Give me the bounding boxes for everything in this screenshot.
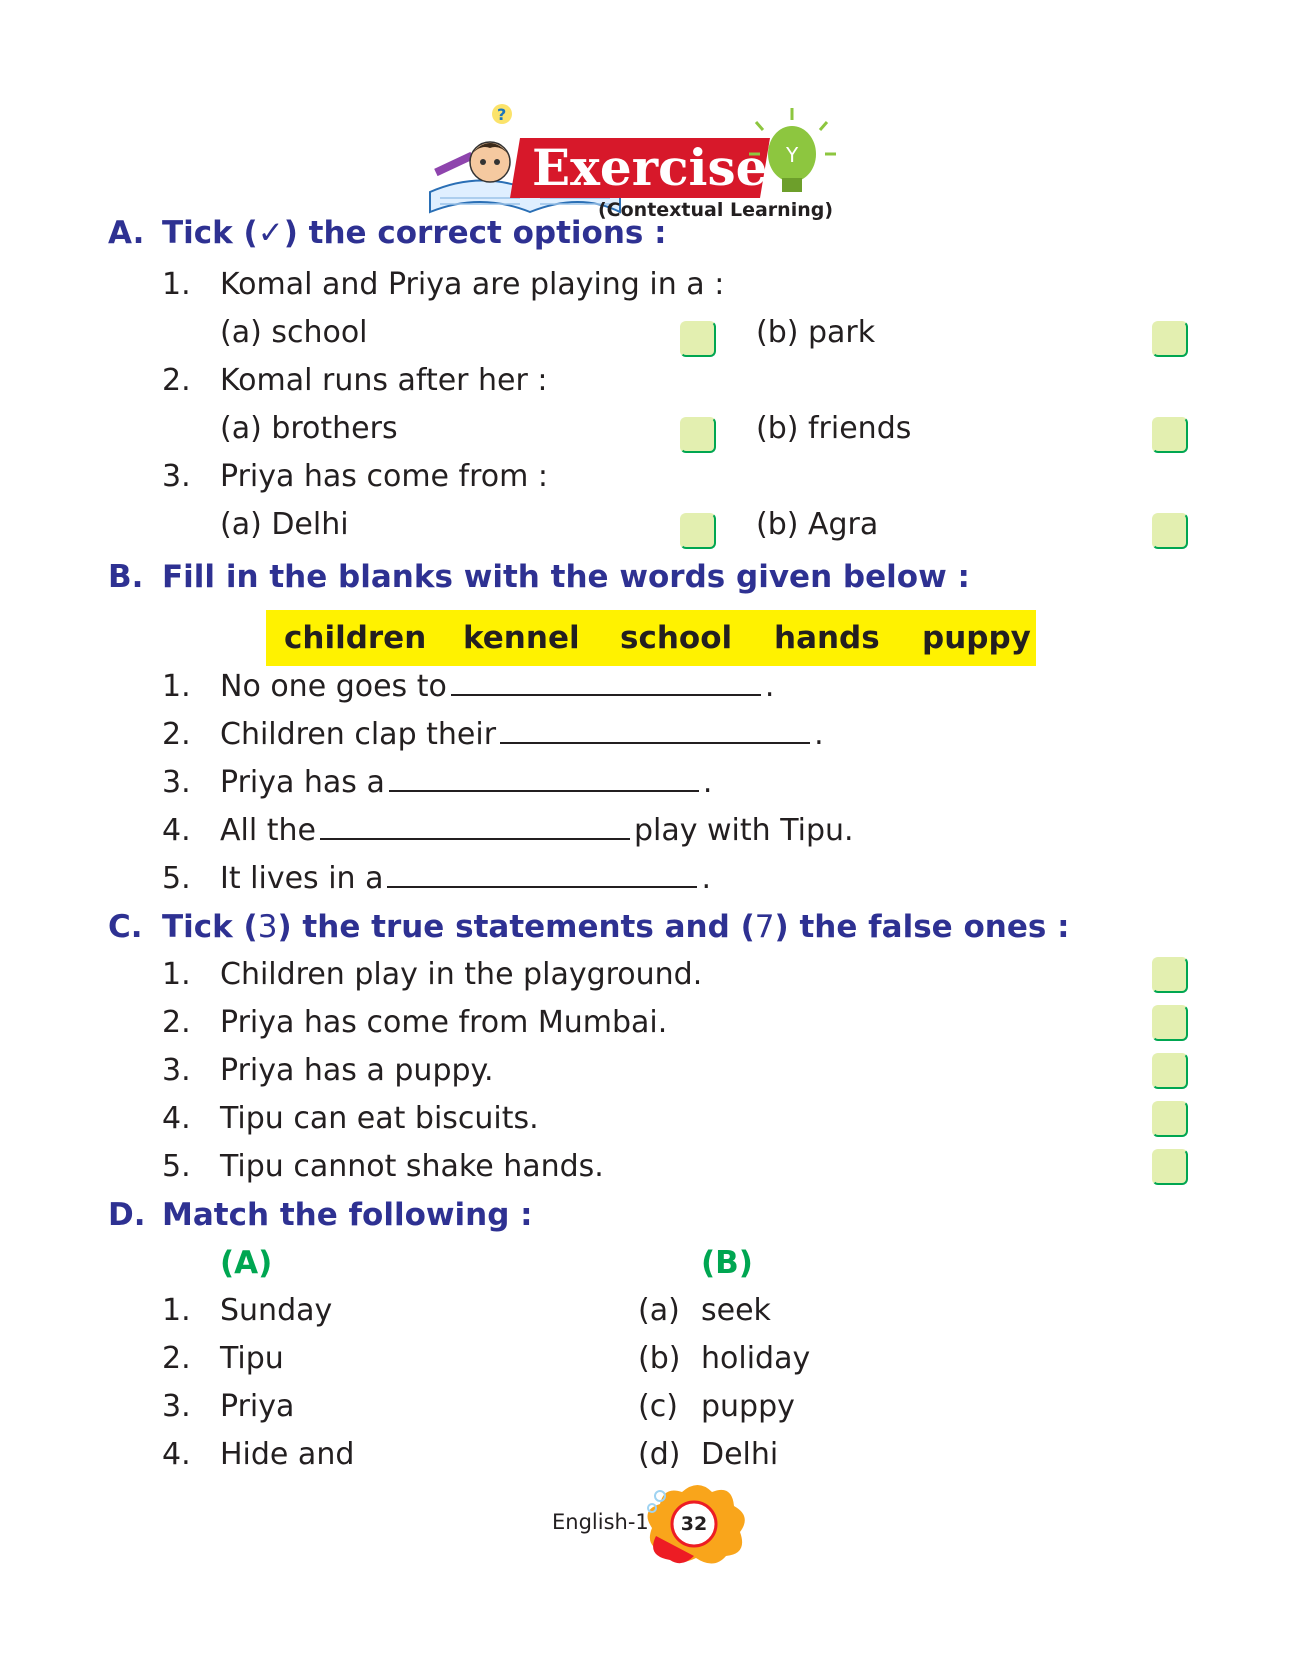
option-b: (b) park — [756, 315, 876, 350]
item-number: 3. — [162, 1053, 191, 1088]
statement-text: Tipu cannot shake hands. — [220, 1149, 604, 1184]
option-b: (b) Agra — [756, 507, 879, 542]
match-right: Delhi — [701, 1437, 779, 1472]
blank-line[interactable] — [389, 764, 699, 792]
true-symbol: 3 — [257, 909, 278, 945]
section-letter: B. — [108, 559, 144, 595]
checkbox[interactable] — [1152, 1005, 1188, 1041]
statement-text: Children play in the playground. — [220, 957, 703, 992]
blank-prefix: Children clap their — [220, 717, 497, 752]
question-text: Priya has come from : — [220, 459, 548, 494]
match-right: seek — [701, 1293, 771, 1328]
exercise-header — [420, 100, 840, 230]
item-number: 4. — [162, 1437, 191, 1472]
item-number: 4. — [162, 813, 191, 848]
match-left: Hide and — [220, 1437, 355, 1472]
item-number: 3. — [162, 1389, 191, 1424]
blank-line[interactable] — [500, 716, 810, 744]
section-title: Match the following : — [162, 1197, 533, 1233]
match-left: Sunday — [220, 1293, 333, 1328]
svg-text:Y: Y — [786, 143, 799, 167]
blank-line[interactable] — [387, 860, 697, 888]
column-a-header: (A) — [220, 1245, 273, 1281]
match-right: puppy — [701, 1389, 795, 1424]
option-a: (a) Delhi — [220, 507, 349, 542]
question-number: 3. — [162, 459, 191, 494]
checkbox[interactable] — [1152, 1149, 1188, 1185]
section-letter: A. — [108, 215, 145, 251]
blank-line[interactable] — [451, 668, 761, 696]
word-bank-word: kennel — [463, 620, 580, 656]
section-title-part: ) the false ones : — [774, 909, 1070, 945]
exercise-title: Exercise — [532, 138, 768, 197]
item-number: 5. — [162, 1149, 191, 1184]
match-letter: (b) — [638, 1341, 681, 1376]
false-symbol: 7 — [754, 909, 775, 945]
blank-line[interactable] — [320, 812, 630, 840]
blank-suffix: . — [701, 861, 712, 896]
section-a-heading — [108, 213, 667, 253]
svg-text:?: ? — [497, 105, 507, 124]
question-number: 1. — [162, 267, 191, 302]
question-text: Komal runs after her : — [220, 363, 548, 398]
item-number: 4. — [162, 1101, 191, 1136]
match-letter: (a) — [638, 1293, 680, 1328]
section-title: Fill in the blanks with the words given below : — [162, 559, 970, 595]
section-b-heading — [108, 557, 970, 597]
question-text: Komal and Priya are playing in a : — [220, 267, 725, 302]
checkbox[interactable] — [1152, 417, 1188, 453]
item-number: 1. — [162, 1293, 191, 1328]
match-left: Priya — [220, 1389, 295, 1424]
word-bank-word: puppy — [922, 620, 1031, 656]
blank-suffix: . — [702, 765, 713, 800]
checkbox[interactable] — [1152, 957, 1188, 993]
blank-prefix: No one goes to — [220, 669, 447, 704]
match-right: holiday — [701, 1341, 811, 1376]
statement-text: Tipu can eat biscuits. — [220, 1101, 539, 1136]
item-number: 3. — [162, 765, 191, 800]
checkbox[interactable] — [1152, 1053, 1188, 1089]
match-letter: (c) — [638, 1389, 678, 1424]
word-bank-word: school — [620, 620, 733, 656]
item-number: 5. — [162, 861, 191, 896]
match-letter: (d) — [638, 1437, 681, 1472]
checkbox[interactable] — [680, 321, 716, 357]
blank-prefix: It lives in a — [220, 861, 384, 896]
section-title-part: ) the true statements and ( — [277, 909, 755, 945]
blank-prefix: All the — [220, 813, 316, 848]
option-a: (a) school — [220, 315, 368, 350]
blank-suffix: . — [814, 717, 824, 752]
page-number: 32 — [680, 1513, 708, 1535]
blank-prefix: Priya has a — [220, 765, 385, 800]
column-b-header: (B) — [701, 1245, 753, 1281]
item-number: 2. — [162, 717, 191, 752]
word-bank — [266, 610, 1036, 666]
section-letter: C. — [108, 909, 143, 945]
section-d-heading — [108, 1195, 533, 1235]
item-number: 2. — [162, 1005, 191, 1040]
section-title-part: Tick ( — [162, 909, 258, 945]
item-number: 1. — [162, 957, 191, 992]
checkbox[interactable] — [680, 417, 716, 453]
question-number: 2. — [162, 363, 191, 398]
exercise-subtitle: (Contextual Learning) — [598, 199, 834, 221]
statement-text: Priya has a puppy. — [220, 1053, 494, 1088]
checkbox[interactable] — [1152, 321, 1188, 357]
option-a: (a) brothers — [220, 411, 398, 446]
blank-suffix: play with Tipu. — [633, 813, 854, 848]
option-b: (b) friends — [756, 411, 912, 446]
word-bank-word: children — [284, 620, 427, 656]
match-left: Tipu — [220, 1341, 284, 1376]
item-number: 1. — [162, 669, 191, 704]
checkbox[interactable] — [1152, 513, 1188, 549]
item-number: 2. — [162, 1341, 191, 1376]
section-title: Tick (✓) the correct options : — [162, 215, 667, 251]
word-bank-word: hands — [774, 620, 880, 656]
section-c-heading — [108, 907, 1070, 947]
section-letter: D. — [108, 1197, 146, 1233]
checkbox[interactable] — [1152, 1101, 1188, 1137]
statement-text: Priya has come from Mumbai. — [220, 1005, 668, 1040]
checkbox[interactable] — [680, 513, 716, 549]
blank-suffix: . — [764, 669, 775, 704]
footer-book-name: English-1 — [552, 1510, 649, 1534]
